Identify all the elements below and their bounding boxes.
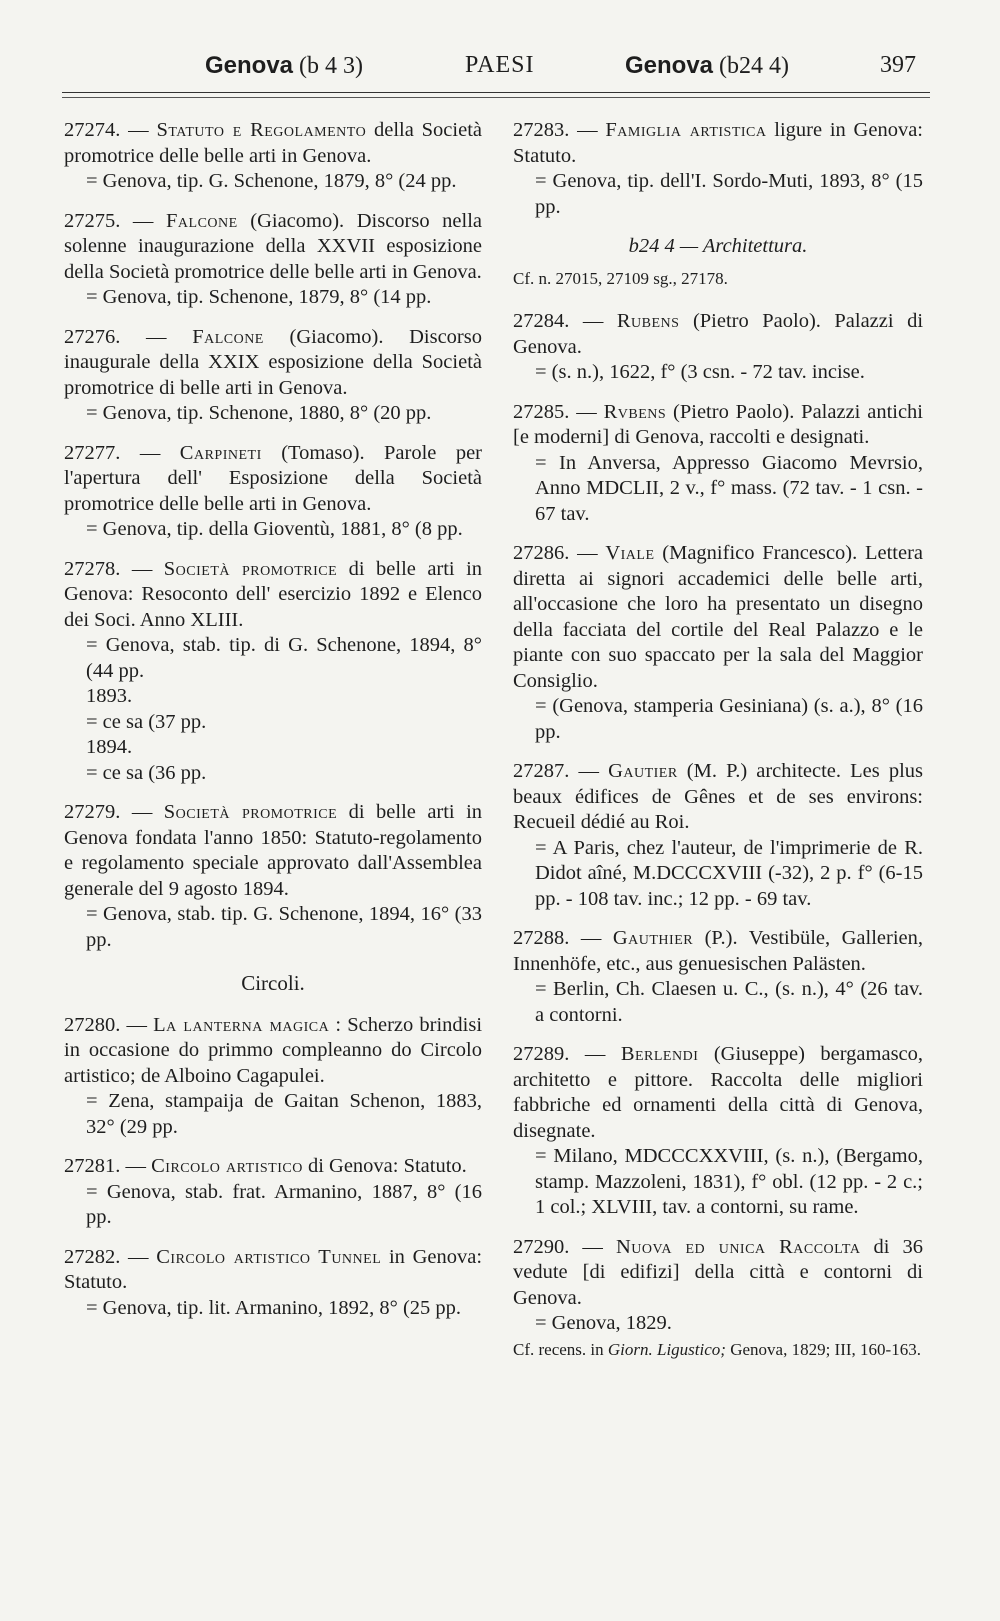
entry-imprint: = Genova, stab. frat. Armanino, 1887, 8° (16 pp. [86,1180,482,1228]
note-prefix: Cf. recens. in [513,1339,604,1359]
entry-body [64,325,482,402]
entry-imprint: = Genova, tip. Schenone, 1879, 8° (14 pp. [86,286,432,308]
bibliography-entry [64,1154,482,1231]
entry-author-title: Falcone [166,209,238,232]
entry-author-title: Berlendi [620,1043,699,1065]
entry-number: 27288. — [513,927,602,949]
entry-number: 27289. — [513,1043,606,1065]
entry-text: (Tomaso). Parole per l'apertura dell' Esposizione della Società promotrice delle belle arti in Genova. [64,441,483,515]
entry-imprint: = Genova, tip. della Gioventù, 1881, 8° (8 pp. [86,518,463,540]
bibliography-entry [64,118,482,195]
entry-body [513,1042,923,1144]
entry-author-title: Circolo artistico Tunnel [156,1245,382,1268]
entry-imprint: = (s. n.), 1622, f° (3 csn. - 72 tav. incise. [535,361,865,383]
header-rule [62,92,930,93]
sub-heading-title: Architettura. [702,235,808,257]
bibliography-entry [64,557,482,787]
entry-author-title: La lanterna magica [153,1013,330,1036]
entry-body [64,441,482,518]
left-column [64,118,482,1335]
entry-text: della Società promotrice delle belle arti in Genova. [64,119,482,167]
entry-text: (Pietro Paolo). Palazzi di Genova. [513,310,924,358]
note-suffix: Genova, 1829; III, 160-163. [730,1339,921,1359]
section-title: Circoli. [241,971,305,995]
entry-body [513,400,923,451]
entry-text: : Scherzo brindisi in occasione do primmo compleanno do Circolo artistico; de Alboino Cagapulei. [64,1013,483,1087]
entry-number: 27290. — [513,1235,603,1258]
entry-note [513,1337,923,1363]
entry-imprint: = Genova, stab. tip. G. Schenone, 1894, 16° (33 pp. [86,903,482,951]
cross-reference: Cf. n. 27015, 27109 sg., 27178. [513,268,728,288]
entry-body [513,541,923,694]
header-right-title: Genova [625,52,714,79]
entry-author-title: Gauthier [612,927,694,949]
entry-text: di Genova: Statuto. [307,1155,467,1177]
entry-author-title: Rvbens [603,400,667,423]
bibliography-entry [513,309,923,386]
sub-heading [513,234,923,260]
entry-text: di 36 vedute [di edifizi] della città e contorni di Genova. [513,1235,924,1309]
right-column [513,118,923,1376]
entry-number: 27278. — [64,557,153,580]
bibliography-entry [513,1042,923,1221]
entry-body [64,118,482,169]
entry-number: 27282. — [64,1245,149,1268]
entry-imprint: = Milano, MDCCCXXVIII, (s. n.), (Bergamo, stamp. Mazzoleni, 1831), f° obl. (12 pp. - 2 c.; 1 col.; XLVIII, tav. a contorni, su rame. [535,1145,923,1218]
entry-text: (Magnifico Francesco). Lettera diretta ai signori accademici delle belle arti, all'occasione che loro ha presentato un disegno della facciata del cortile del Real Palazzo e le piante con suo spaccato per la sala del Maggior Consiglio. [513,542,924,692]
entry-number: 27277. — [64,441,161,464]
entry-author-title: Statuto e Regolamento [156,119,367,141]
sub-heading-code: b24 4 — [628,235,699,257]
entry-body [64,1154,482,1180]
entry-body [513,309,923,360]
entry-body [64,1013,482,1090]
entry-imprint: = A Paris, chez l'auteur, de l'imprimerie de R. Didot aîné, M.DCCCXVIII (-32), 2 p. f° (6-15 pp. - 108 tav. inc.; 12 pp. - 69 tav. [535,836,923,910]
header-rule-thin [62,97,930,98]
entry-number: 27280. — [64,1013,148,1036]
bibliography-entry [513,926,923,1028]
entry-imprint: = Berlin, Ch. Claesen u. C., (s. n.), 4° (26 tav. a contorni. [535,978,923,1026]
entry-body [513,1235,923,1312]
header-left-code: (b 4 3) [299,53,364,79]
entry-text: (Pietro Paolo). Palazzi antichi [e moderni] di Genova, raccolti e designati. [513,400,924,448]
entry-number: 27283. — [513,119,598,141]
bibliography-entry [64,209,482,311]
entry-text: (Giacomo). Discorso nella solenne inaugurazione della XXVII esposizione della Società promotrice delle belle arti in Genova. [64,209,483,283]
entry-author-title: Famiglia artistica [605,119,767,141]
entry-number: 27281. — [64,1155,146,1177]
entry-author-title: Nuova ed unica Raccolta [616,1235,861,1258]
entry-imprint: = Genova, tip. dell'I. Sordo-Muti, 1893, 8° (15 pp. [535,170,923,218]
entry-author-title: Carpineti [179,441,262,464]
entry-body [513,118,923,169]
left-entries-2 [64,1013,482,1322]
entry-author-title: Gautier [608,760,678,782]
page-number: 397 [880,52,916,78]
entry-imprint: = (Genova, stamperia Gesiniana) (s. a.), 8° (16 pp. [535,695,923,743]
bibliography-entry [64,441,482,543]
entry-imprint: = Genova, tip. lit. Armanino, 1892, 8° (25 pp. [86,1296,462,1319]
entry-extra-line: = ce sa (36 pp. [86,761,207,784]
bibliography-entry [513,541,923,745]
entry-author-title: Società promotrice [163,557,338,580]
page-header [70,48,916,88]
entry-imprint: = Genova, stab. tip. di G. Schenone, 1894, 8° (44 pp. [86,634,482,682]
entry-author-title: Rubens [616,310,680,332]
entry-number: 27276. — [64,325,167,348]
entry-number: 27284. — [513,310,604,332]
left-entries [64,118,482,953]
bibliography-entry [513,400,923,528]
entry-number: 27285. — [513,400,597,423]
entry-author-title: Viale [605,542,655,564]
header-left-title: Genova [205,52,294,79]
entry-text: (Giacomo). Discorso inaugurale della XXIX esposizione della Società promotrice di belle arti in Genova. [64,325,482,399]
entry-body [64,209,482,286]
entry-number: 27279. — [64,801,153,823]
entry-text: (P.). Vestibüle, Gallerien, Innenhöfe, etc., aus genuesischen Palästen. [513,927,924,975]
bibliography-entry [64,1013,482,1141]
entry-extra-line: 1893. [86,685,133,707]
entry-author-title: Circolo artistico [151,1155,303,1177]
entry-number: 27274. — [64,119,149,141]
entry-text: (Giuseppe) bergamasco, architetto e pittore. Raccolta delle migliori fabbriche ed ornamenti della città di Genova, disegnate. [513,1043,924,1142]
note-journal: Giorn. Ligustico; [607,1339,726,1359]
entry-text: in Genova: Statuto. [64,1245,483,1293]
entry-extra-line: = ce sa (37 pp. [86,710,207,733]
entry-imprint: = Zena, stampaija de Gaitan Schenon, 1883, 32° (29 pp. [86,1090,482,1138]
entry-imprint: = In Anversa, Appresso Giacomo Mevrsio, Anno MDCLII, 2 v., f° mass. (72 tav. - 1 csn. - 67 tav. [535,451,923,525]
header-right [625,52,789,80]
header-left [205,52,363,80]
entry-body [64,800,482,902]
entry-text: (M. P.) architecte. Les plus beaux édifices de Gênes et de ses environs: Recueil dédié au Roi. [513,760,923,833]
entry-number: 27275. — [64,209,154,232]
bibliography-entry [64,325,482,427]
right-entries-2 [513,309,923,1362]
bibliography-entry [513,118,923,220]
entry-body [513,926,923,977]
entry-body [513,759,923,836]
right-entries [513,118,923,220]
entry-imprint: = Genova, 1829. [535,1312,672,1334]
entry-imprint: = Genova, tip. G. Schenone, 1879, 8° (24 pp. [86,170,457,192]
entry-imprint: = Genova, tip. Schenone, 1880, 8° (20 pp. [86,402,432,424]
entry-text: di belle arti in Genova fondata l'anno 1850: Statuto-regolamento e regolamento speciale approvato dall'Assemblea generale del 9 agosto 1894. [64,801,483,900]
entry-body [64,1245,482,1296]
entry-body [64,557,482,634]
bibliography-entry [64,1245,482,1322]
bibliography-entry [513,1235,923,1363]
entry-author-title: Falcone [192,325,264,348]
bibliography-entry [513,759,923,912]
entry-number: 27286. — [513,542,598,564]
entry-text: di belle arti in Genova: Resoconto dell' esercizio 1892 e Elenco dei Soci. Anno XLIII. [64,557,483,631]
header-right-code: (b24 4) [719,53,790,79]
entry-extra-line: 1894. [86,736,133,758]
entry-text: ligure in Genova: Statuto. [513,119,924,167]
entry-author-title: Società promotrice [163,801,338,823]
bibliography-entry [64,800,482,953]
entry-number: 27287. — [513,760,599,782]
header-center: PAESI [465,52,535,78]
